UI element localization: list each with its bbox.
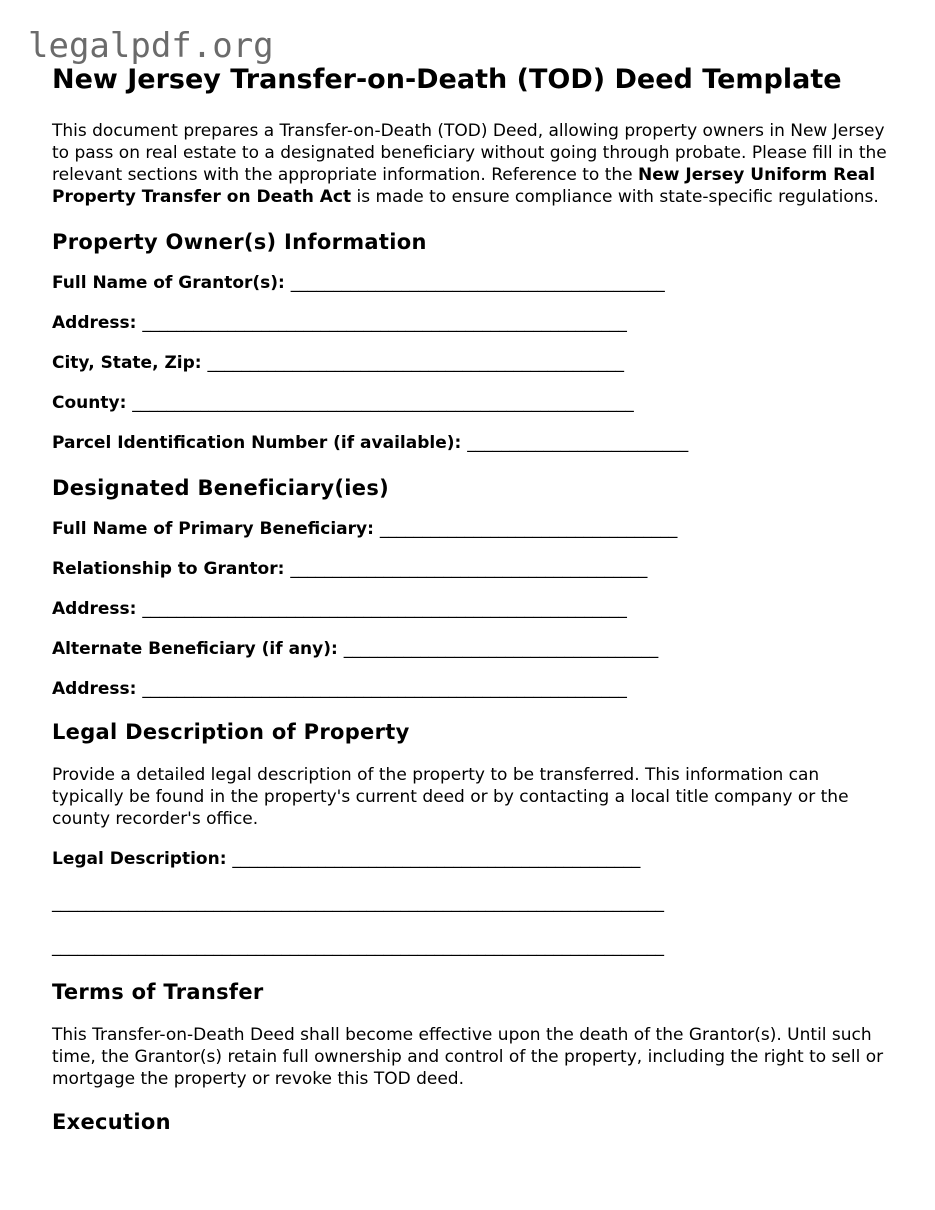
- terms-section-heading: Terms of Transfer: [52, 980, 264, 1004]
- execution-section-heading: Execution: [52, 1110, 171, 1134]
- fill-in-line[interactable]: ___________________________________: [379, 519, 678, 539]
- legal-section-heading: Legal Description of Property: [52, 720, 410, 744]
- fill-in-line[interactable]: _________________________________________________________: [142, 599, 627, 619]
- intro-text-1: This document prepares a Transfer-on-Death (TOD) Deed, allowing property owners in New Jersey to pass on real estate to a designated beneficiary without going through probate. Please fill in the relevant sections with the appropriate information. Reference to the: [52, 121, 887, 185]
- watermark-logo: legalpdf.org: [28, 26, 274, 66]
- county-field: [52, 392, 892, 414]
- primary-beneficiary-address-field: [52, 598, 892, 620]
- act-name: New Jersey Uniform Real Property Transfer on Death Act: [52, 165, 876, 207]
- legal-description-line-2[interactable]: ________________________________________________________________________: [52, 893, 664, 913]
- fill-in-line[interactable]: ____________________________________________: [290, 273, 665, 293]
- intro-text-2: is made to ensure compliance with state-specific regulations.: [351, 187, 879, 207]
- parcel-id-field: [52, 432, 892, 454]
- owner-section-heading: Property Owner(s) Information: [52, 230, 427, 254]
- fill-in-line[interactable]: __________________________: [467, 433, 689, 453]
- alternate-beneficiary-field: [52, 638, 892, 660]
- fill-in-line[interactable]: _____________________________________: [343, 639, 659, 659]
- fill-in-line[interactable]: __________________________________________: [290, 559, 648, 579]
- fill-in-line[interactable]: _________________________________________________________: [142, 679, 627, 699]
- field-label: Address:: [52, 313, 137, 333]
- fill-in-line[interactable]: ___________________________________________________________: [132, 393, 634, 413]
- document-page: [52, 62, 892, 1136]
- field-label: City, State, Zip:: [52, 353, 202, 373]
- intro-paragraph: [52, 120, 892, 208]
- grantor-name-field: [52, 272, 892, 294]
- alternate-beneficiary-address-field: [52, 678, 892, 700]
- legal-description-field: [52, 848, 892, 870]
- field-label: Address:: [52, 599, 137, 619]
- field-label: Address:: [52, 679, 137, 699]
- relationship-field: [52, 558, 892, 580]
- beneficiary-section-heading: Designated Beneficiary(ies): [52, 476, 390, 500]
- page-title: New Jersey Transfer-on-Death (TOD) Deed Template: [52, 64, 842, 95]
- field-label: County:: [52, 393, 127, 413]
- fill-in-line[interactable]: ________________________________________________: [232, 849, 641, 869]
- field-label: Relationship to Grantor:: [52, 559, 285, 579]
- legal-description-instructions: Provide a detailed legal description of the property to be transferred. This information can typically be found in the property's current deed or by contacting a local title company or the county recorder's office.: [52, 765, 849, 829]
- grantor-address-field: [52, 312, 892, 334]
- field-label: Parcel Identification Number (if available):: [52, 433, 462, 453]
- field-label: Alternate Beneficiary (if any):: [52, 639, 338, 659]
- terms-paragraph: This Transfer-on-Death Deed shall become effective upon the death of the Grantor(s). Until such time, the Grantor(s) retain full ownership and control of the property, including the right to sell or mortgage the property or revoke this TOD deed.: [52, 1025, 884, 1089]
- fill-in-line[interactable]: _________________________________________________: [207, 353, 624, 373]
- primary-beneficiary-field: [52, 518, 892, 540]
- legal-description-line-3[interactable]: ________________________________________________________________________: [52, 937, 664, 957]
- fill-in-line[interactable]: _________________________________________________________: [142, 313, 627, 333]
- city-state-zip-field: [52, 352, 892, 374]
- field-label: Full Name of Primary Beneficiary:: [52, 519, 374, 539]
- field-label: Legal Description:: [52, 849, 227, 869]
- field-label: Full Name of Grantor(s):: [52, 273, 285, 293]
